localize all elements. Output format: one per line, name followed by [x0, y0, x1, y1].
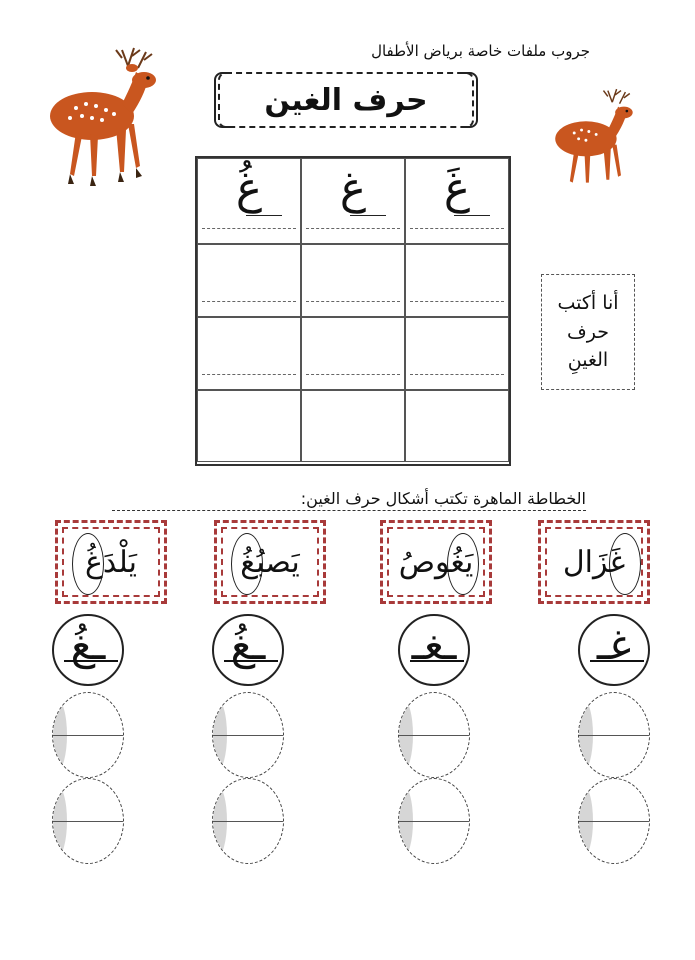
word: يَغُوصُ: [398, 544, 474, 580]
letter-form: ـغُ: [230, 620, 266, 669]
word-box: [214, 520, 326, 604]
model-letter: غ: [339, 163, 367, 214]
grid-cell[interactable]: [301, 317, 405, 390]
letter-form: ـغـ: [411, 620, 457, 669]
model-letter: غَ: [443, 163, 471, 214]
practice-circle[interactable]: [578, 692, 650, 778]
letter-form-circle: [578, 614, 650, 686]
model-letter: غُ: [235, 163, 263, 214]
word: يَصبُغُ: [240, 544, 300, 580]
letter-form-circle: [398, 614, 470, 686]
letter-form: غـ: [596, 620, 632, 669]
word-box: [538, 520, 650, 604]
note-line: حرف: [567, 320, 609, 343]
practice-circle[interactable]: [578, 778, 650, 864]
letter-form-circle: [212, 614, 284, 686]
grid-cell[interactable]: [405, 244, 509, 317]
grid-cell[interactable]: [301, 244, 405, 317]
note-line: الغينِ: [567, 349, 609, 372]
note-line: أنا أكتب: [557, 292, 619, 315]
practice-circle[interactable]: [398, 692, 470, 778]
grid-cell[interactable]: [405, 158, 509, 244]
tracing-grid: [195, 156, 511, 466]
practice-circle[interactable]: [52, 778, 124, 864]
deer-left-icon: [36, 44, 166, 194]
letter-form-circle: [52, 614, 124, 686]
word: غَزَال: [562, 544, 626, 580]
letter-form: ـغُ: [70, 620, 106, 669]
grid-cell[interactable]: [197, 158, 301, 244]
word-box: [380, 520, 492, 604]
grid-cell[interactable]: [197, 390, 301, 462]
word: يَلْدَغُ: [85, 544, 137, 580]
page-title-box: [218, 72, 474, 128]
group-title: جروب ملفات خاصة برياض الأطفال: [371, 42, 590, 60]
practice-circle[interactable]: [212, 692, 284, 778]
grid-cell[interactable]: [197, 317, 301, 390]
practice-circle[interactable]: [212, 778, 284, 864]
grid-cell[interactable]: [197, 244, 301, 317]
practice-circle[interactable]: [52, 692, 124, 778]
side-note: [541, 274, 635, 390]
page-title: حرف الغين: [264, 82, 428, 118]
grid-cell[interactable]: [301, 158, 405, 244]
deer-right-icon: [545, 86, 640, 196]
instruction-text: الخطاطة الماهرة تكتب أشكال حرف الغين:: [112, 489, 586, 511]
practice-circle[interactable]: [398, 778, 470, 864]
grid-cell[interactable]: [405, 390, 509, 462]
word-box: [55, 520, 167, 604]
grid-cell[interactable]: [405, 317, 509, 390]
grid-cell[interactable]: [301, 390, 405, 462]
